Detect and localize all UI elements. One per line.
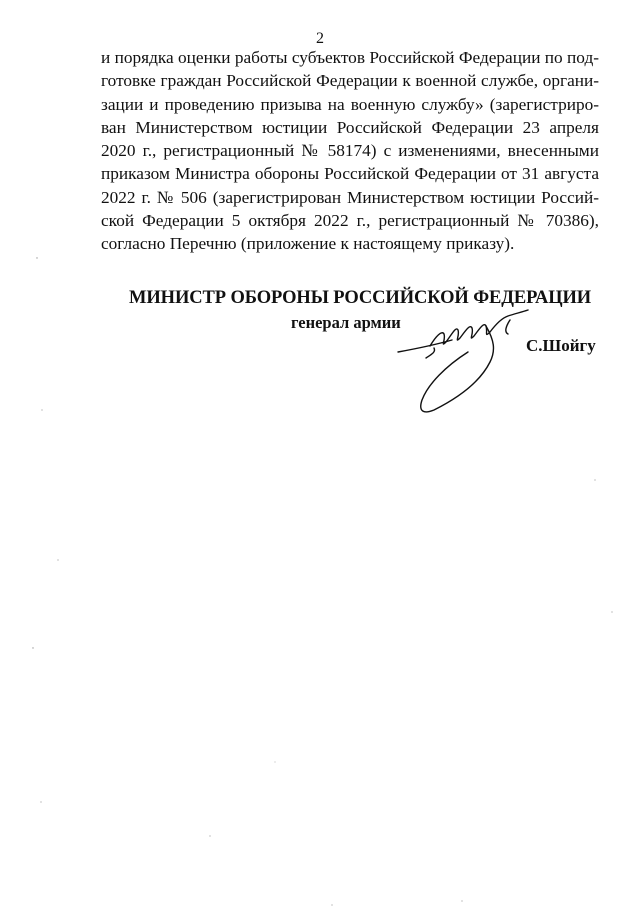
signatory-title: МИНИСТР ОБОРОНЫ РОССИЙСКОЙ ФЕДЕРАЦИИ: [129, 288, 592, 308]
signatory-name: С.Шойгу: [526, 336, 596, 355]
signatory-rank: генерал армии: [291, 313, 401, 332]
page-number: 2: [316, 30, 324, 47]
body-line: 2022 г. № 506 (зарегистрирован Министерством юстиции Россий-: [101, 187, 599, 207]
body-paragraph: [101, 46, 599, 256]
body-line: готовке граждан Российской Федерации к военной службе, органи-: [101, 71, 599, 91]
body-line: приказом Министра обороны Российской Федерации от 31 августа: [101, 164, 599, 184]
handwritten-signature: [390, 296, 540, 421]
body-line: зации и проведению призыва на военную службу» (зарегистриро-: [101, 94, 599, 114]
body-line: ской Федерации 5 октября 2022 г., регистрационный № 70386),: [101, 211, 599, 231]
body-line: 2020 г., регистрационный № 58174) с изменениями, внесенными: [101, 141, 599, 161]
body-line: согласно Перечню (приложение к настоящему приказу).: [101, 234, 515, 254]
body-line: и порядка оценки работы субъектов Российской Федерации по под-: [101, 48, 599, 67]
body-line: ван Министерством юстиции Российской Федерации 23 апреля: [101, 117, 599, 137]
